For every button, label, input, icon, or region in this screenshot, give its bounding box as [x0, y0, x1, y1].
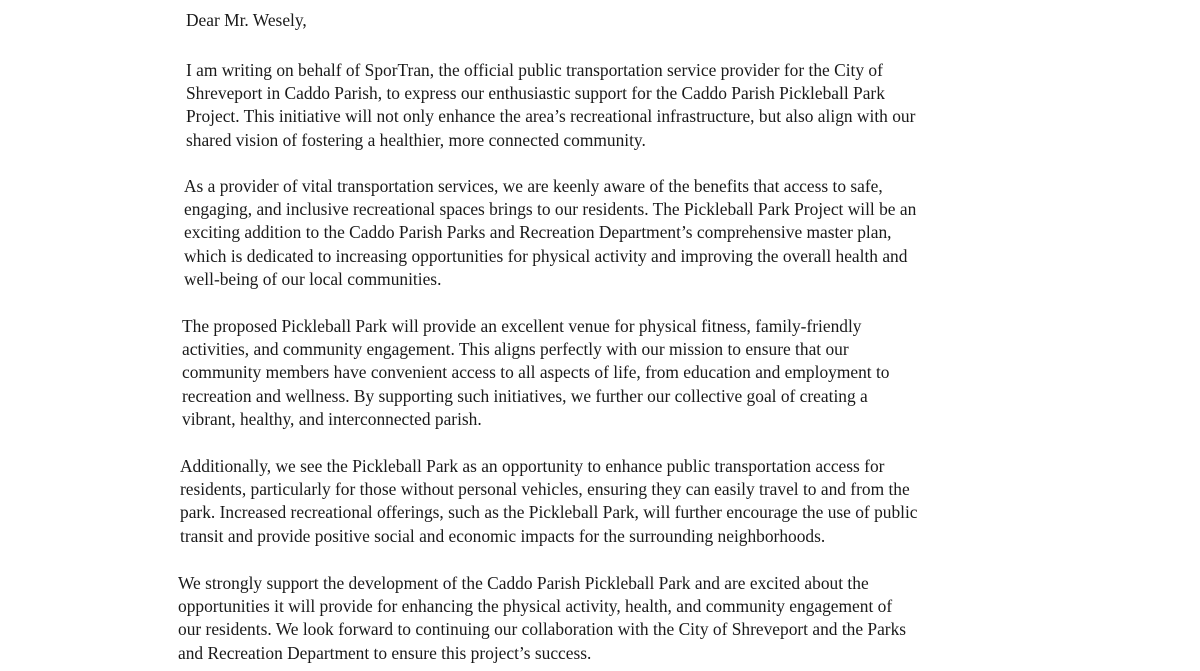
- paragraph-line: Shreveport in Caddo Parish, to express our enthusiastic support for the Caddo Parish Pickleball Park: [186, 83, 885, 104]
- paragraph-line: As a provider of vital transportation services, we are keenly aware of the benefits that access to safe,: [184, 176, 883, 196]
- paragraph-transportation-benefits: [184, 175, 916, 291]
- paragraph-transit-access: [180, 455, 918, 548]
- paragraph-line: opportunities it will provide for enhancing the physical activity, health, and community engagement of: [178, 596, 893, 617]
- paragraph-line: engaging, and inclusive recreational spaces brings to our residents. The Pickleball Park Project will be an: [184, 199, 917, 220]
- paragraph-line: well-being of our local communities.: [184, 268, 442, 289]
- paragraph-line: Additionally, we see the Pickleball Park as an opportunity to enhance public transportation access for: [180, 456, 885, 476]
- paragraph-line: activities, and community engagement. This aligns perfectly with our mission to ensure that our: [182, 339, 849, 360]
- paragraph-support-intro: [186, 59, 915, 152]
- paragraph-line: We strongly support the development of the Caddo Parish Pickleball Park and are excited about the: [178, 573, 869, 593]
- paragraph-line: shared vision of fostering a healthier, more connected community.: [186, 129, 646, 150]
- paragraph-closing-support: [178, 572, 906, 665]
- paragraph-line: The proposed Pickleball Park will provide an excellent venue for physical fitness, family-friendly: [182, 316, 862, 336]
- paragraph-line: which is dedicated to increasing opportunities for physical activity and improving the overall health and: [184, 245, 908, 266]
- paragraph-line: our residents. We look forward to continuing our collaboration with the City of Shreveport and the Parks: [178, 619, 907, 640]
- paragraph-line: park. Increased recreational offerings, such as the Pickleball Park, will further encourage the use of public: [180, 502, 918, 523]
- paragraph-line: I am writing on behalf of SporTran, the official public transportation service provider for the City of: [186, 60, 883, 80]
- paragraph-line: vibrant, healthy, and interconnected parish.: [182, 408, 482, 429]
- paragraph-line: residents, particularly for those without personal vehicles, ensuring they can easily travel to and from the: [180, 479, 910, 500]
- paragraph-line: transit and provide positive social and economic impacts for the surrounding neighborhoods.: [180, 525, 826, 546]
- paragraph-line: Project. This initiative will not only enhance the area’s recreational infrastructure, but also align with our: [186, 106, 916, 127]
- paragraph-line: exciting addition to the Caddo Parish Parks and Recreation Department’s comprehensive master plan,: [184, 222, 892, 243]
- paragraph-line: community members have convenient access to all aspects of life, from education and employment to: [182, 362, 890, 383]
- paragraph-line: recreation and wellness. By supporting such initiatives, we further our collective goal of creating a: [182, 385, 868, 406]
- paragraph-line: and Recreation Department to ensure this project’s success.: [178, 642, 592, 663]
- paragraph-park-venue: [182, 315, 889, 431]
- salutation: Dear Mr. Wesely,: [186, 10, 307, 30]
